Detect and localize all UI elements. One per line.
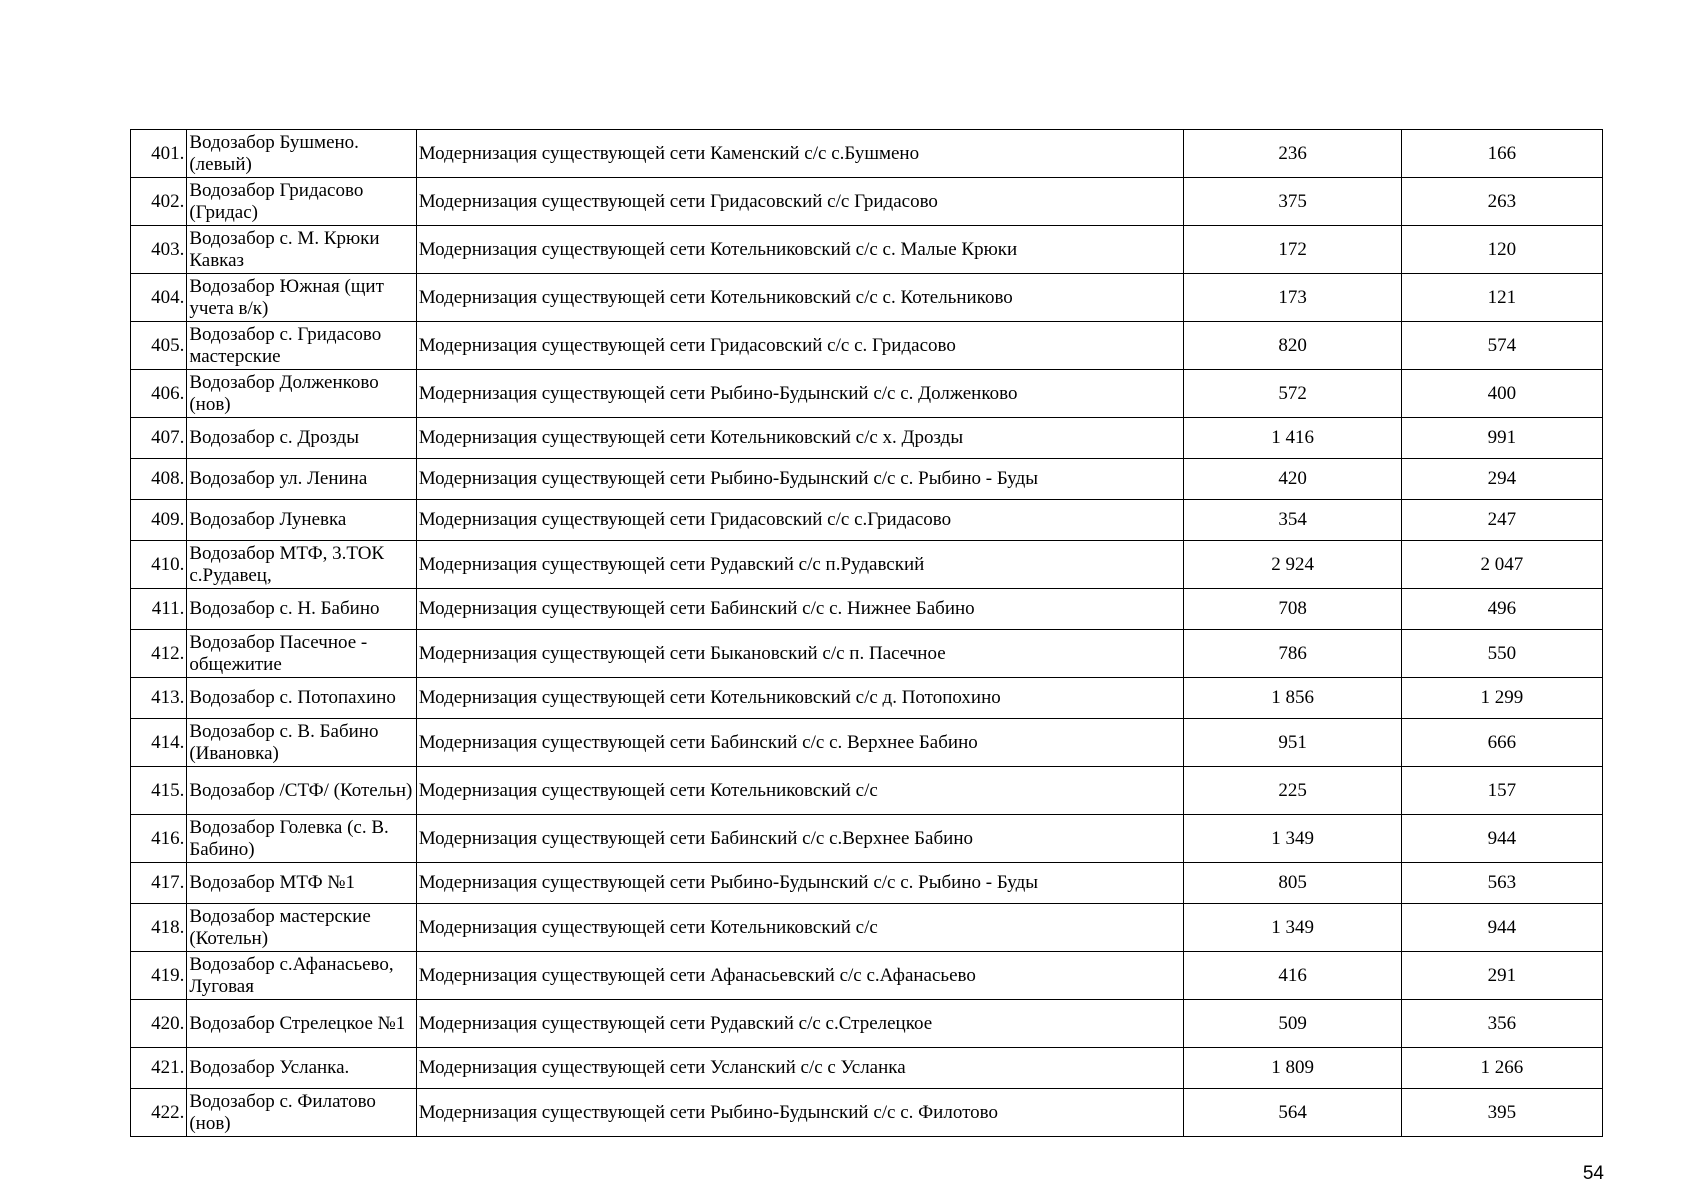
work-description-cell: Модернизация существующей сети Рудавский с/с с.Стрелецкое bbox=[416, 1000, 1184, 1048]
value-1-cell: 820 bbox=[1184, 322, 1401, 370]
value-2-cell: 2 047 bbox=[1401, 541, 1602, 589]
row-number-cell: 417. bbox=[131, 863, 187, 904]
row-number-cell: 411. bbox=[131, 589, 187, 630]
table-row bbox=[131, 541, 1603, 589]
row-number-cell: 415. bbox=[131, 767, 187, 815]
row-number-cell: 414. bbox=[131, 719, 187, 767]
value-1-cell: 708 bbox=[1184, 589, 1401, 630]
table-row bbox=[131, 459, 1603, 500]
row-number-cell: 420. bbox=[131, 1000, 187, 1048]
row-number-cell: 413. bbox=[131, 678, 187, 719]
value-2-cell: 944 bbox=[1401, 815, 1602, 863]
water-intake-name-cell: Водозабор Бушмено. (левый) bbox=[187, 130, 416, 178]
value-2-cell: 563 bbox=[1401, 863, 1602, 904]
value-2-cell: 1 266 bbox=[1401, 1048, 1602, 1089]
row-number-cell: 409. bbox=[131, 500, 187, 541]
work-description-cell: Модернизация существующей сети Котельниковский с/с bbox=[416, 904, 1184, 952]
water-intake-name-cell: Водозабор с. Н. Бабино bbox=[187, 589, 416, 630]
value-1-cell: 420 bbox=[1184, 459, 1401, 500]
row-number-cell: 406. bbox=[131, 370, 187, 418]
water-intake-name-cell: Водозабор с.Афанасьево, Луговая bbox=[187, 952, 416, 1000]
value-1-cell: 1 349 bbox=[1184, 815, 1401, 863]
work-description-cell: Модернизация существующей сети Котельниковский с/с с. Малые Крюки bbox=[416, 226, 1184, 274]
water-intake-name-cell: Водозабор Пасечное - общежитие bbox=[187, 630, 416, 678]
value-2-cell: 574 bbox=[1401, 322, 1602, 370]
row-number-cell: 407. bbox=[131, 418, 187, 459]
value-2-cell: 120 bbox=[1401, 226, 1602, 274]
work-description-cell: Модернизация существующей сети Бабинский с/с с. Нижнее Бабино bbox=[416, 589, 1184, 630]
table-row bbox=[131, 815, 1603, 863]
row-number-cell: 412. bbox=[131, 630, 187, 678]
work-description-cell: Модернизация существующей сети Гридасовский с/с Гридасово bbox=[416, 178, 1184, 226]
value-1-cell: 951 bbox=[1184, 719, 1401, 767]
table-body bbox=[131, 130, 1603, 1137]
row-number-cell: 408. bbox=[131, 459, 187, 500]
value-2-cell: 395 bbox=[1401, 1089, 1602, 1137]
table-row bbox=[131, 767, 1603, 815]
table-row bbox=[131, 178, 1603, 226]
table-row bbox=[131, 863, 1603, 904]
value-2-cell: 291 bbox=[1401, 952, 1602, 1000]
work-description-cell: Модернизация существующей сети Котельниковский с/с с. Котельниково bbox=[416, 274, 1184, 322]
value-2-cell: 356 bbox=[1401, 1000, 1602, 1048]
value-1-cell: 2 924 bbox=[1184, 541, 1401, 589]
water-intake-name-cell: Водозабор Луневка bbox=[187, 500, 416, 541]
table-row bbox=[131, 1089, 1603, 1137]
table-row bbox=[131, 370, 1603, 418]
table-row bbox=[131, 589, 1603, 630]
work-description-cell: Модернизация существующей сети Афанасьевский с/с с.Афанасьево bbox=[416, 952, 1184, 1000]
work-description-cell: Модернизация существующей сети Рыбино-Будынский с/с с. Филотово bbox=[416, 1089, 1184, 1137]
row-number-cell: 404. bbox=[131, 274, 187, 322]
table-row bbox=[131, 500, 1603, 541]
work-description-cell: Модернизация существующей сети Рыбино-Будынский с/с с. Рыбино - Буды bbox=[416, 459, 1184, 500]
water-intake-name-cell: Водозабор с. Потопахино bbox=[187, 678, 416, 719]
value-2-cell: 944 bbox=[1401, 904, 1602, 952]
water-intake-name-cell: Водозабор с. В. Бабино (Ивановка) bbox=[187, 719, 416, 767]
water-intake-name-cell: Водозабор Долженково (нов) bbox=[187, 370, 416, 418]
value-1-cell: 225 bbox=[1184, 767, 1401, 815]
value-2-cell: 666 bbox=[1401, 719, 1602, 767]
work-description-cell: Модернизация существующей сети Быкановский с/с п. Пасечное bbox=[416, 630, 1184, 678]
work-description-cell: Модернизация существующей сети Бабинский с/с с.Верхнее Бабино bbox=[416, 815, 1184, 863]
table-row bbox=[131, 1048, 1603, 1089]
water-intake-name-cell: Водозабор с. Дрозды bbox=[187, 418, 416, 459]
work-description-cell: Модернизация существующей сети Гридасовский с/с с.Гридасово bbox=[416, 500, 1184, 541]
table-row bbox=[131, 678, 1603, 719]
work-description-cell: Модернизация существующей сети Бабинский с/с с. Верхнее Бабино bbox=[416, 719, 1184, 767]
value-2-cell: 991 bbox=[1401, 418, 1602, 459]
value-1-cell: 1 809 bbox=[1184, 1048, 1401, 1089]
value-2-cell: 157 bbox=[1401, 767, 1602, 815]
value-2-cell: 121 bbox=[1401, 274, 1602, 322]
work-description-cell: Модернизация существующей сети Котельниковский с/с х. Дрозды bbox=[416, 418, 1184, 459]
water-intake-name-cell: Водозабор с. Гридасово мастерские bbox=[187, 322, 416, 370]
table-row bbox=[131, 226, 1603, 274]
water-intake-name-cell: Водозабор МТФ №1 bbox=[187, 863, 416, 904]
value-1-cell: 375 bbox=[1184, 178, 1401, 226]
work-description-cell: Модернизация существующей сети Рыбино-Будынский с/с с. Рыбино - Буды bbox=[416, 863, 1184, 904]
water-intake-name-cell: Водозабор ул. Ленина bbox=[187, 459, 416, 500]
value-1-cell: 564 bbox=[1184, 1089, 1401, 1137]
row-number-cell: 421. bbox=[131, 1048, 187, 1089]
value-1-cell: 1 416 bbox=[1184, 418, 1401, 459]
work-description-cell: Модернизация существующей сети Каменский с/с с.Бушмено bbox=[416, 130, 1184, 178]
work-description-cell: Модернизация существующей сети Гридасовский с/с с. Гридасово bbox=[416, 322, 1184, 370]
water-intake-name-cell: Водозабор Стрелецкое №1 bbox=[187, 1000, 416, 1048]
table-row bbox=[131, 322, 1603, 370]
row-number-cell: 405. bbox=[131, 322, 187, 370]
table-row bbox=[131, 719, 1603, 767]
water-intake-table bbox=[130, 129, 1603, 1137]
water-intake-name-cell: Водозабор с. М. Крюки Кавказ bbox=[187, 226, 416, 274]
page-number: 54 bbox=[1582, 1163, 1604, 1184]
row-number-cell: 403. bbox=[131, 226, 187, 274]
table-row bbox=[131, 952, 1603, 1000]
water-intake-name-cell: Водозабор Голевка (с. В. Бабино) bbox=[187, 815, 416, 863]
value-1-cell: 354 bbox=[1184, 500, 1401, 541]
value-2-cell: 400 bbox=[1401, 370, 1602, 418]
value-1-cell: 1 856 bbox=[1184, 678, 1401, 719]
work-description-cell: Модернизация существующей сети Рудавский с/с п.Рудавский bbox=[416, 541, 1184, 589]
work-description-cell: Модернизация существующей сети Рыбино-Будынский с/с с. Долженково bbox=[416, 370, 1184, 418]
water-intake-name-cell: Водозабор Гридасово (Гридас) bbox=[187, 178, 416, 226]
table-row bbox=[131, 130, 1603, 178]
table-row bbox=[131, 630, 1603, 678]
value-2-cell: 166 bbox=[1401, 130, 1602, 178]
row-number-cell: 422. bbox=[131, 1089, 187, 1137]
table-row bbox=[131, 418, 1603, 459]
row-number-cell: 401. bbox=[131, 130, 187, 178]
value-2-cell: 550 bbox=[1401, 630, 1602, 678]
table-row bbox=[131, 904, 1603, 952]
row-number-cell: 418. bbox=[131, 904, 187, 952]
value-1-cell: 173 bbox=[1184, 274, 1401, 322]
value-2-cell: 496 bbox=[1401, 589, 1602, 630]
value-1-cell: 572 bbox=[1184, 370, 1401, 418]
water-intake-name-cell: Водозабор мастерские (Котельн) bbox=[187, 904, 416, 952]
table-row bbox=[131, 1000, 1603, 1048]
work-description-cell: Модернизация существующей сети Котельниковский с/с bbox=[416, 767, 1184, 815]
water-intake-name-cell: Водозабор МТФ, 3.ТОК с.Рудавец, bbox=[187, 541, 416, 589]
value-2-cell: 1 299 bbox=[1401, 678, 1602, 719]
value-2-cell: 247 bbox=[1401, 500, 1602, 541]
value-2-cell: 294 bbox=[1401, 459, 1602, 500]
value-1-cell: 786 bbox=[1184, 630, 1401, 678]
table-row bbox=[131, 274, 1603, 322]
value-1-cell: 509 bbox=[1184, 1000, 1401, 1048]
value-1-cell: 805 bbox=[1184, 863, 1401, 904]
value-2-cell: 263 bbox=[1401, 178, 1602, 226]
row-number-cell: 416. bbox=[131, 815, 187, 863]
row-number-cell: 419. bbox=[131, 952, 187, 1000]
value-1-cell: 172 bbox=[1184, 226, 1401, 274]
water-intake-name-cell: Водозабор Усланка. bbox=[187, 1048, 416, 1089]
row-number-cell: 402. bbox=[131, 178, 187, 226]
value-1-cell: 236 bbox=[1184, 130, 1401, 178]
work-description-cell: Модернизация существующей сети Котельниковский с/с д. Потопохино bbox=[416, 678, 1184, 719]
row-number-cell: 410. bbox=[131, 541, 187, 589]
work-description-cell: Модернизация существующей сети Усланский с/с с Усланка bbox=[416, 1048, 1184, 1089]
value-1-cell: 1 349 bbox=[1184, 904, 1401, 952]
water-intake-name-cell: Водозабор /СТФ/ (Котельн) bbox=[187, 767, 416, 815]
water-intake-name-cell: Водозабор Южная (щит учета в/к) bbox=[187, 274, 416, 322]
water-intake-name-cell: Водозабор с. Филатово (нов) bbox=[187, 1089, 416, 1137]
value-1-cell: 416 bbox=[1184, 952, 1401, 1000]
